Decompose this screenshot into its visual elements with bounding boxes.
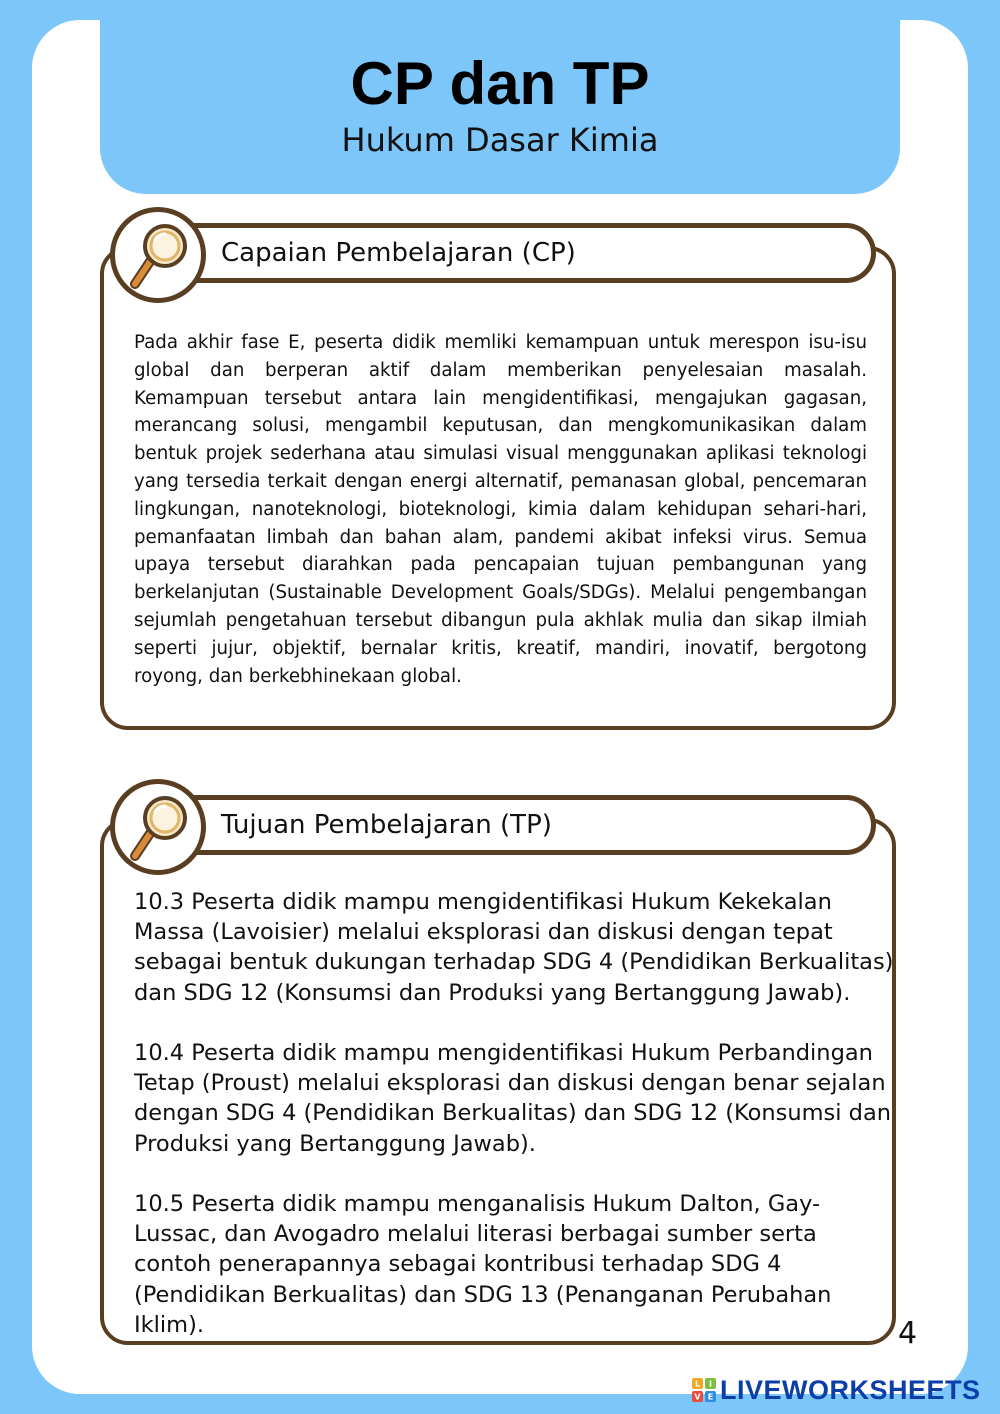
svg-text:V: V (694, 1392, 701, 1402)
cp-body-text: Pada akhir fase E, peserta didik memliki kemampuan untuk merespon isu-isu global dan berperan aktif dalam memberikan penyelesaian masalah. Kemampuan tersebut antara lain mengidentifikasi, mengajukan gagasan, merancang solusi, mengambil keputusan, dan mengkomunikasikan dalam bentuk projek sederhana atau simulasi visual menggunakan aplikasi teknologi yang tersedia terkait dengan energi alternatif, pemanasan global, pencemaran lingkungan, nanoteknologi, bioteknologi, kimia dalam kehidupan sehari-hari, pemanfaatan limbah dan bahan alam, pandemi akibat infeksi virus. Semua upaya tersebut diarahkan pada pencapaian tujuan pembangunan yang berkelanjutan (Sustainable Development Goals/SDGs). Melalui pengembangan sejumlah pengetahuan tersebut dibangun pula akhlak mulia dan sikap ilmiah seperti jujur, objektif, bernalar kritis, kreatif, mandiri, inovatif, bergotong royong, dan berkebhinekaan global. (134, 332, 867, 687)
tp-item-10-5: 10.5 Peserta didik mampu menganalisis Hukum Dalton, Gay-Lussac, dan Avogadro melalui literasi berbagai sumber serta contoh penerapannya sebagai kontribusi terhadap SDG 4 (Pendidikan Berkualitas) dan SDG 13 (Penanganan Perubahan Iklim). (134, 1191, 832, 1338)
watermark-text: LIVEWORKSHEETS (720, 1374, 981, 1405)
cp-heading-pill (120, 223, 876, 283)
tp-heading: Tujuan Pembelajaran (TP) (221, 810, 552, 840)
tp-item-10-3: 10.3 Peserta didik mampu mengidentifikasi Hukum Kekekalan Massa (Lavoisier) melalui eksplorasi dan diskusi dengan tepat sebagai bentuk dukungan terhadap SDG 4 (Pendidikan Berkualitas) dan SDG 12 (Konsumsi dan Produksi yang Bertanggung Jawab). (134, 889, 894, 1006)
header-band (100, 0, 900, 194)
tp-heading-pill (120, 795, 876, 855)
tp-item-10-4: 10.4 Peserta didik mampu mengidentifikasi Hukum Perbandingan Tetap (Proust) melalui eksplorasi dan diskusi dengan benar sejalan dengan SDG 4 (Pendidikan Berkualitas) dan SDG 12 (Konsumsi dan Produksi yang Bertanggung Jawab). (134, 1040, 892, 1157)
page-title: CP dan TP (350, 50, 650, 117)
magnifier-icon (127, 794, 191, 864)
liveworksheets-watermark[interactable] (692, 1374, 981, 1406)
magnifier-icon (127, 222, 191, 292)
tp-badge (110, 779, 206, 875)
svg-text:L: L (694, 1379, 701, 1389)
svg-text:I: I (709, 1379, 712, 1389)
page-subtitle: Hukum Dasar Kimia (341, 121, 659, 159)
cp-heading: Capaian Pembelajaran (CP) (221, 238, 576, 268)
liveworksheets-logo-icon (692, 1378, 716, 1402)
cp-badge (110, 207, 206, 303)
svg-text:E: E (707, 1392, 714, 1402)
page-number: 4 (898, 1316, 918, 1351)
